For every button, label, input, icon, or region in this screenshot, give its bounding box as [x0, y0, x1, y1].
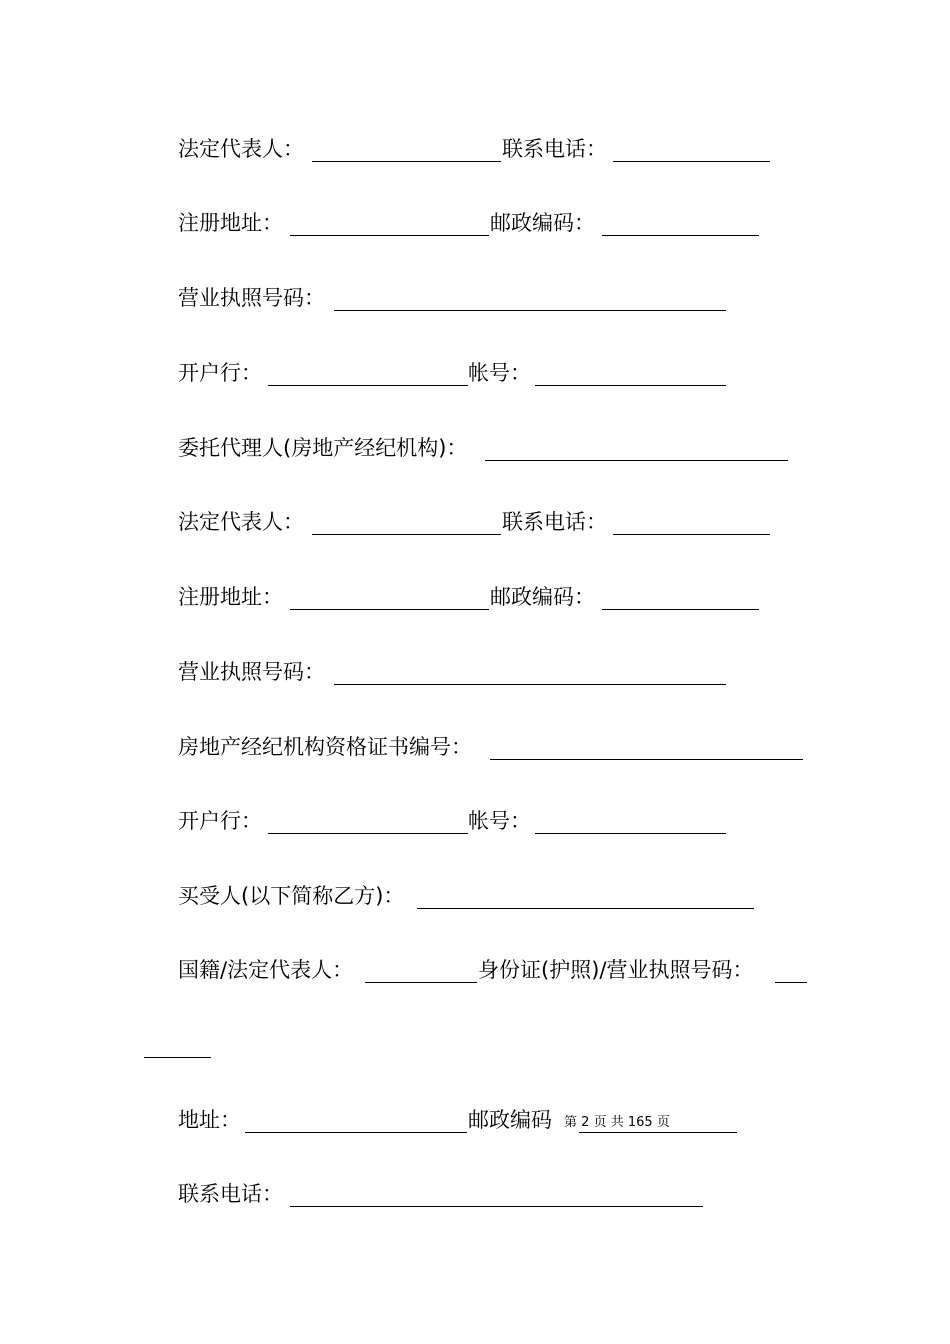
legal-rep-label: 法定代表人： — [178, 137, 304, 161]
address-field[interactable] — [290, 235, 489, 236]
broker-row — [0, 432, 950, 464]
address-label: 地址： — [178, 1108, 241, 1132]
phone-field[interactable] — [613, 534, 770, 535]
broker-certificate-row — [0, 731, 950, 763]
broker-address-row — [0, 581, 950, 613]
address-label: 注册地址： — [178, 211, 283, 235]
agent-bank-row — [0, 357, 950, 389]
id-number-field-continuation[interactable] — [144, 1057, 211, 1058]
address-field[interactable] — [290, 609, 489, 610]
broker-label: 委托代理人(房地产经纪机构)： — [178, 436, 468, 460]
phone-label: 联系电话： — [502, 510, 607, 534]
id-number-field[interactable] — [775, 982, 807, 983]
nationality-field[interactable] — [365, 982, 477, 983]
broker-license-row — [0, 656, 950, 688]
legal-rep-field[interactable] — [312, 534, 501, 535]
phone-field[interactable] — [290, 1206, 703, 1207]
account-label: 帐号： — [468, 809, 531, 833]
page-suffix: 页 — [656, 1115, 670, 1130]
license-field[interactable] — [334, 310, 726, 311]
legal-rep-field[interactable] — [312, 161, 501, 162]
phone-label: 联系电话： — [178, 1182, 283, 1206]
buyer-phone-row — [0, 1178, 950, 1210]
certificate-field[interactable] — [490, 759, 803, 760]
account-label: 帐号： — [468, 361, 531, 385]
bank-label: 开户行： — [178, 361, 262, 385]
address-label: 注册地址： — [178, 585, 283, 609]
broker-bank-row — [0, 805, 950, 837]
buyer-label: 买受人(以下简称乙方)： — [178, 884, 405, 908]
agent-license-row — [0, 282, 950, 314]
phone-field[interactable] — [613, 161, 770, 162]
buyer-identity-row — [0, 954, 950, 986]
total-pages: 165 — [627, 1115, 653, 1130]
postcode-label: 邮政编码 — [468, 1108, 552, 1132]
phone-label: 联系电话： — [502, 137, 607, 161]
bank-field[interactable] — [268, 833, 468, 834]
postcode-field[interactable] — [602, 609, 759, 610]
page-prefix: 第 — [564, 1115, 578, 1130]
account-field[interactable] — [535, 385, 726, 386]
license-label: 营业执照号码： — [178, 286, 325, 310]
id-number-field-continuation-row — [0, 1029, 950, 1061]
page-middle: 页 共 — [593, 1115, 624, 1130]
certificate-label: 房地产经纪机构资格证书编号： — [178, 735, 472, 759]
postcode-field[interactable] — [602, 235, 759, 236]
bank-label: 开户行： — [178, 809, 262, 833]
page-number — [564, 1115, 670, 1131]
postcode-field[interactable] — [579, 1132, 737, 1133]
agent-address-row — [0, 207, 950, 239]
id-number-label: 身份证(护照)/营业执照号码： — [478, 958, 754, 982]
postcode-label: 邮政编码： — [490, 585, 595, 609]
license-label: 营业执照号码： — [178, 660, 325, 684]
nationality-label: 国籍/法定代表人： — [178, 958, 354, 982]
legal-rep-label: 法定代表人： — [178, 510, 304, 534]
address-field[interactable] — [245, 1132, 467, 1133]
postcode-label: 邮政编码： — [490, 211, 595, 235]
broker-field[interactable] — [485, 460, 788, 461]
account-field[interactable] — [535, 833, 726, 834]
agent-legal-rep-row — [0, 133, 950, 165]
broker-legal-rep-row — [0, 506, 950, 538]
buyer-address-row — [0, 1104, 950, 1136]
license-field[interactable] — [334, 684, 726, 685]
current-page: 2 — [581, 1115, 590, 1130]
buyer-field[interactable] — [417, 908, 754, 909]
buyer-row — [0, 880, 950, 912]
bank-field[interactable] — [268, 385, 468, 386]
